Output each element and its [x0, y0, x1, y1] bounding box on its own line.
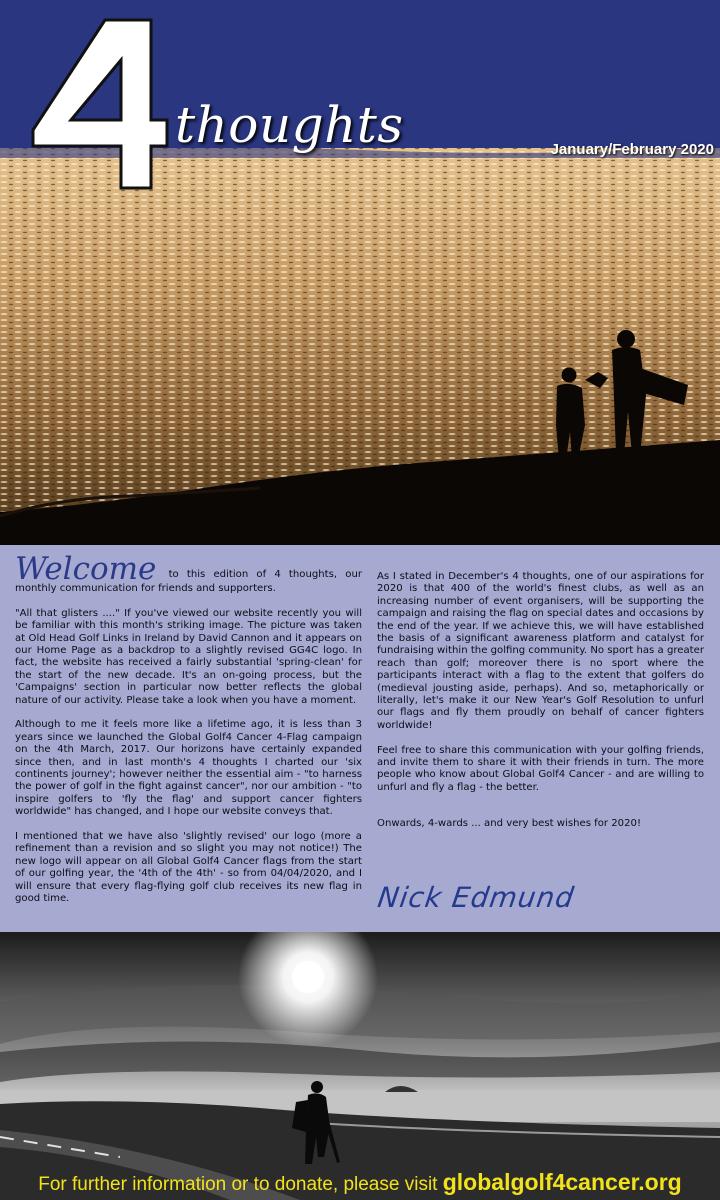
paragraph-website: "All that glisters ...." If you've viewed our website recently you will be familiar with this month's striking image. The picture was taken at Old Head Golf Links in Ireland by David Cannon and it appears on our Home Page as a backdrop to a slightly revised GG4C logo. In fact, the website has received a fairly substantial 'spring-clean' for the start of the new decade. It's an on-going process, but the 'Campaigns' section in particular now better reflects the global nature of our activity. Please take a look when you have a moment. [15, 607, 362, 706]
right-column [377, 571, 704, 843]
logo-four-mark [25, 12, 175, 192]
footer-prefix: For further information or to donate, please visit [38, 1174, 438, 1195]
logo-wordmark: thoughts [175, 96, 404, 154]
signature: Nick Edmund [375, 881, 577, 914]
paragraph-aspirations: As I stated in December's 4 thoughts, one of our aspirations for 2020 is that 400 of the world's finest clubs, as well as an increasing number of event organisers, will be supporting the campaign and raising the flag on special dates and occasions by the end of the year. If we achieve this, we will have established the basis of a significant awareness platform and catalyst for fundraising within the golfing community. No sport has a greater reach than golf; moreover there is no sport where the participants interact with a flag to the extent that golfers do (medieval jousting aside, perhaps). And so, metaphorically or literally, let's make it our New Year's Golf Resolution to unfurl our flags and fly them proudly on behalf of cancer fighters worldwide! [377, 571, 704, 731]
paragraph-campaign: Although to me it feels more like a lifetime ago, it is less than 3 years since we launched the Global Golf4 Cancer 4-Flag campaign on the 4th March, 2017. Our horizons have certainly expanded since then, and in last month's 4 thoughts I charted our 'six continents journey'; however neither the essential aim - "to harness the power of golf in the fight against cancer", nor our ambition - "to inspire golfers to 'fly the flag' and support cancer fighters worldwide" has changed, and I hope our website conveys that. [15, 719, 362, 818]
newsletter-body [0, 545, 720, 932]
footer-call-to-action [0, 1169, 720, 1196]
footer-image [0, 932, 720, 1200]
footer-website-link[interactable]: globalgolf4cancer.org [442, 1169, 682, 1195]
paragraph-logo: I mentioned that we have also 'slightly revised' our logo (more a refinement than a revision and so slight you may not notice!) The new logo will appear on all Global Golf4 Cancer flags from the start of our golfing year, the '4th of the 4th' - so from 04/04/2020, and I will ensure that every flag-flying golf club receives its new flag in good time. [15, 831, 362, 905]
paragraph-share: Feel free to share this communication with your golfing friends, and invite them to share it with their friends in turn. The more people who know about Global Golf4 Cancer - and are willing to unfurl and fly a flag - the better. [377, 744, 704, 793]
hero-image [0, 0, 720, 545]
footer-golfer-photo [0, 932, 720, 1200]
left-column [15, 551, 362, 918]
issue-date: January/February 2020 [550, 141, 714, 158]
welcome-heading: Welcome [15, 551, 157, 587]
paragraph-sign-off: Onwards, 4-wards ... and very best wishes for 2020! [377, 818, 641, 830]
welcome-intro: to this edition of 4 thoughts, our monthly communication for friends and supporters. [15, 569, 362, 594]
